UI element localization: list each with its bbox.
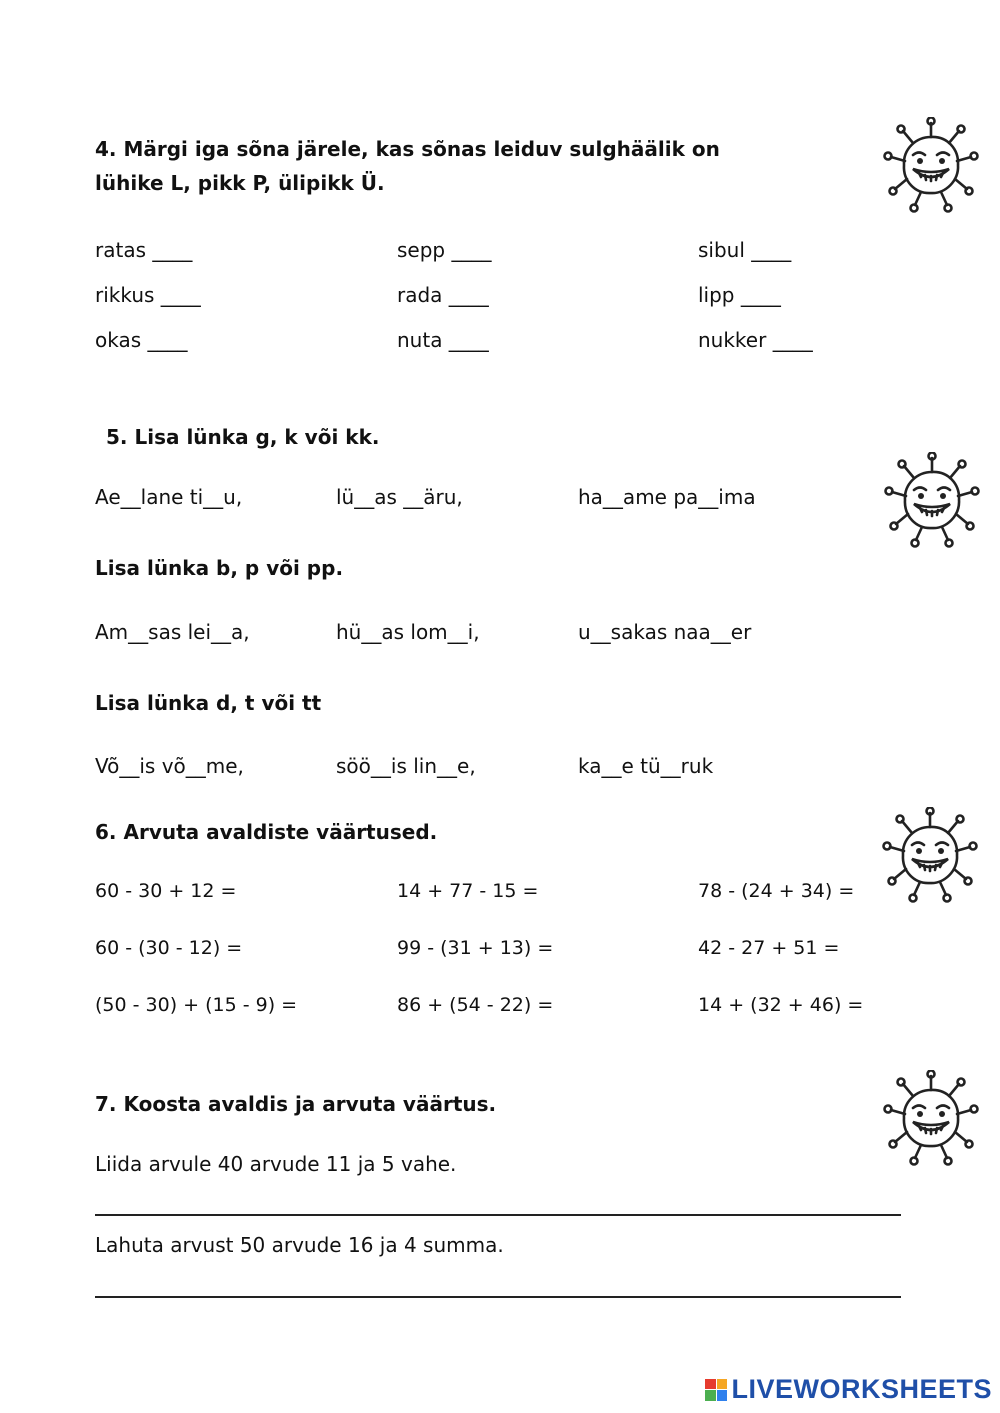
virus-icon — [883, 1070, 979, 1166]
word-blank[interactable]: rada ____ — [397, 283, 489, 307]
word-blank[interactable]: sibul ____ — [698, 238, 792, 262]
virus-icon — [883, 117, 979, 213]
task5-subtitle-d: Lisa lünka d, t või tt — [95, 691, 322, 715]
fill-gap-item[interactable]: hü__as lom__i, — [336, 620, 480, 644]
word-blank[interactable]: rikkus ____ — [95, 283, 201, 307]
logo-text: LIVEWORKSHEETS — [731, 1374, 992, 1404]
word-blank[interactable]: nukker ____ — [698, 328, 813, 352]
expression[interactable]: 14 + 77 - 15 = — [397, 880, 539, 902]
fill-gap-item[interactable]: Ae__lane ti__u, — [95, 485, 243, 509]
word-blank[interactable]: ratas ____ — [95, 238, 193, 262]
liveworksheets-logo — [705, 1374, 992, 1405]
expression[interactable]: 42 - 27 + 51 = — [698, 937, 840, 959]
answer-line[interactable] — [95, 1214, 901, 1216]
word-blank[interactable]: nuta ____ — [397, 328, 489, 352]
logo-mark-icon — [705, 1379, 727, 1401]
task5-subtitle-b: Lisa lünka b, p või pp. — [95, 556, 344, 580]
expression[interactable]: (50 - 30) + (15 - 9) = — [95, 994, 298, 1016]
fill-gap-item[interactable]: Am__sas lei__a, — [95, 620, 250, 644]
task7-title: 7. Koosta avaldis ja arvuta väärtus. — [95, 1092, 497, 1116]
task7-prompt-2: Lahuta arvust 50 arvude 16 ja 4 summa. — [95, 1233, 504, 1257]
fill-gap-item[interactable]: söö__is lin__e, — [336, 754, 476, 778]
expression[interactable]: 86 + (54 - 22) = — [397, 994, 554, 1016]
task7-prompt-1: Liida arvule 40 arvude 11 ja 5 vahe. — [95, 1152, 457, 1176]
task4-title-line2: lühike L, pikk P, ülipikk Ü. — [95, 171, 385, 195]
expression[interactable]: 99 - (31 + 13) = — [397, 937, 554, 959]
fill-gap-item[interactable]: ka__e tü__ruk — [578, 754, 714, 778]
word-blank[interactable]: lipp ____ — [698, 283, 781, 307]
expression[interactable]: 60 - (30 - 12) = — [95, 937, 243, 959]
task4-title-line1: 4. Märgi iga sõna järele, kas sõnas leiduv sulghäälik on — [95, 137, 720, 161]
fill-gap-item[interactable]: lü__as __äru, — [336, 485, 463, 509]
expression[interactable]: 78 - (24 + 34) = — [698, 880, 855, 902]
virus-icon — [882, 807, 978, 903]
word-blank[interactable]: sepp ____ — [397, 238, 492, 262]
fill-gap-item[interactable]: u__sakas naa__er — [578, 620, 752, 644]
task6-title: 6. Arvuta avaldiste väärtused. — [95, 820, 438, 844]
answer-line[interactable] — [95, 1296, 901, 1298]
task5-title: 5. Lisa lünka g, k või kk. — [106, 425, 380, 449]
fill-gap-item[interactable]: ha__ame pa__ima — [578, 485, 756, 509]
expression[interactable]: 60 - 30 + 12 = — [95, 880, 237, 902]
word-blank[interactable]: okas ____ — [95, 328, 188, 352]
expression[interactable]: 14 + (32 + 46) = — [698, 994, 864, 1016]
virus-icon — [884, 452, 980, 548]
fill-gap-item[interactable]: Võ__is võ__me, — [95, 754, 244, 778]
